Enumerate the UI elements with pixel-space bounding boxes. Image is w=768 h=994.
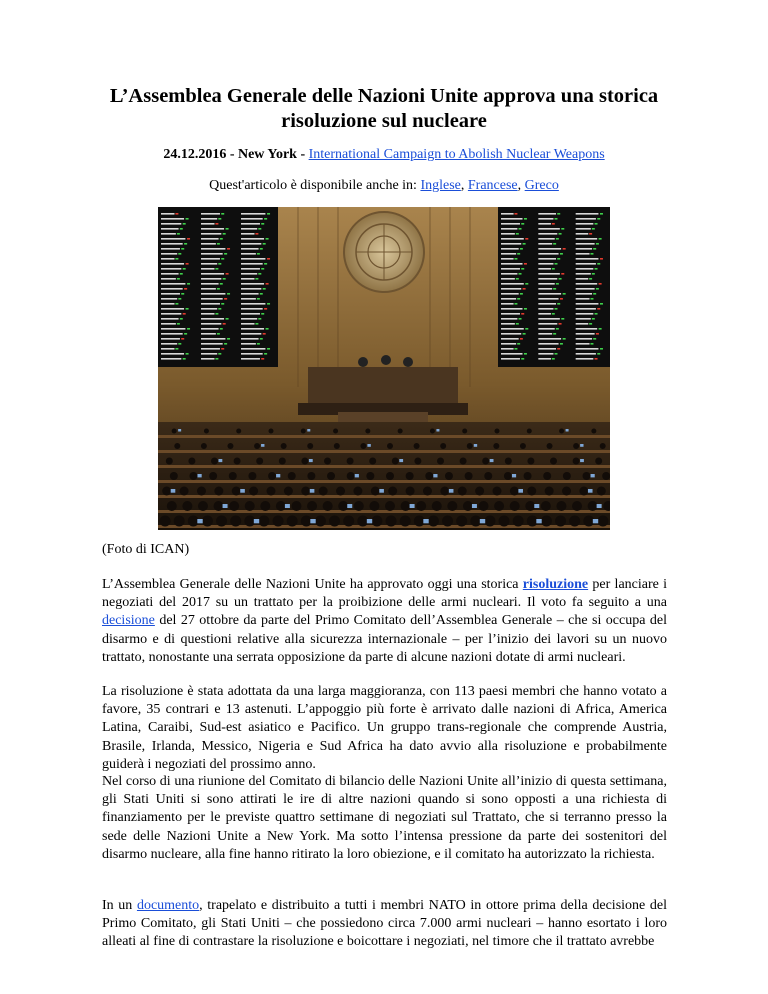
- paragraph-3: Nel corso di una riunione del Comitato di bilancio delle Nazioni Unite all’inizio di questa settimana, gli Stati Uniti si sono attirati le ire di altre nazioni quando si sono opposti a una richiesta di finanziamento per le previste quattro settimane di negoziati sul Trattato, che si terranno presso la sede delle Nazioni Unite a New York. Ma sotto l’intensa pressione da parte dei sostenitori del disarmo nucleare, alla fine hanno ritirato la loro obiezione, e il comitato ha autorizzato la richiesta.: [102, 774, 667, 862]
- article-photo: [158, 207, 610, 530]
- resolution-link[interactable]: risoluzione: [522, 577, 589, 592]
- article-title: L’Assemblea Generale delle Nazioni Unite approva una storica risoluzione sul nucleare: [109, 85, 659, 132]
- lang-separator: ,: [460, 178, 468, 193]
- paragraph-text: L’Assemblea Generale delle Nazioni Unite ha approvato oggi una storica: [102, 577, 523, 592]
- source-link[interactable]: International Campaign to Abolish Nuclear Weapons: [308, 147, 605, 162]
- language-link-english[interactable]: Inglese: [420, 178, 461, 193]
- paragraph-text: In un: [102, 898, 137, 913]
- date-location: 24.12.2016 - New York -: [163, 147, 309, 162]
- paragraph-text: , trapelato e distribuito a tutti i membri NATO in ottore prima della decisione del Primo Comitato, gli Stati Uniti – che possiedono circa 7.000 armi nucleari – hanno esortato i loro alleati al fine di contrastare la risoluzione e boicottare i negoziati, nel timore che il trattato avrebbe: [102, 898, 667, 950]
- article-meta: [60, 146, 708, 164]
- document-link[interactable]: documento: [136, 898, 200, 913]
- language-availability: [60, 177, 708, 195]
- lang-separator: ,: [517, 178, 525, 193]
- availability-prefix: Quest'articolo è disponibile anche in:: [209, 178, 421, 193]
- language-link-greek[interactable]: Greco: [524, 178, 559, 193]
- un-assembly-photo: [158, 207, 610, 530]
- paragraph-4: [102, 897, 667, 952]
- language-link-french[interactable]: Francese: [467, 178, 518, 193]
- photo-caption: (Foto di ICAN): [102, 542, 190, 557]
- paragraph-text: per lanciare i negoziati del 2017 su un trattato per la proibizione delle armi nucleari. Il voto fa seguito a una: [102, 577, 668, 611]
- decision-link[interactable]: decisione: [102, 613, 155, 629]
- paragraph-text: del 27 ottobre da parte del Primo Comitato dell’Assemblea Generale – che si occupa del disarmo e di questioni relative alla sicurezza internazionale – per l’inizio dei lavori su un nuovo trattato, nonostante una serrata opposizione da parte di alcune nazioni dotate di armi nucleari.: [102, 613, 667, 665]
- paragraph-2: La risoluzione è stata adottata da una larga maggioranza, con 113 paesi membri che hanno votato a favore, 35 contrari e 13 astenuti. L’appoggio più forte è arrivato dalle nazioni di Africa, America Latina, Caraibi, Sud-est asiatico e Pacifico. Un gruppo trans-regionale che comprende Austria, Brasile, Irlanda, Messico, Nigeria e Sud Africa ha dato avvio alla risoluzione e probabilmente guiderà i negoziati del prossimo anno.: [102, 684, 667, 772]
- paragraph-1: [102, 576, 667, 667]
